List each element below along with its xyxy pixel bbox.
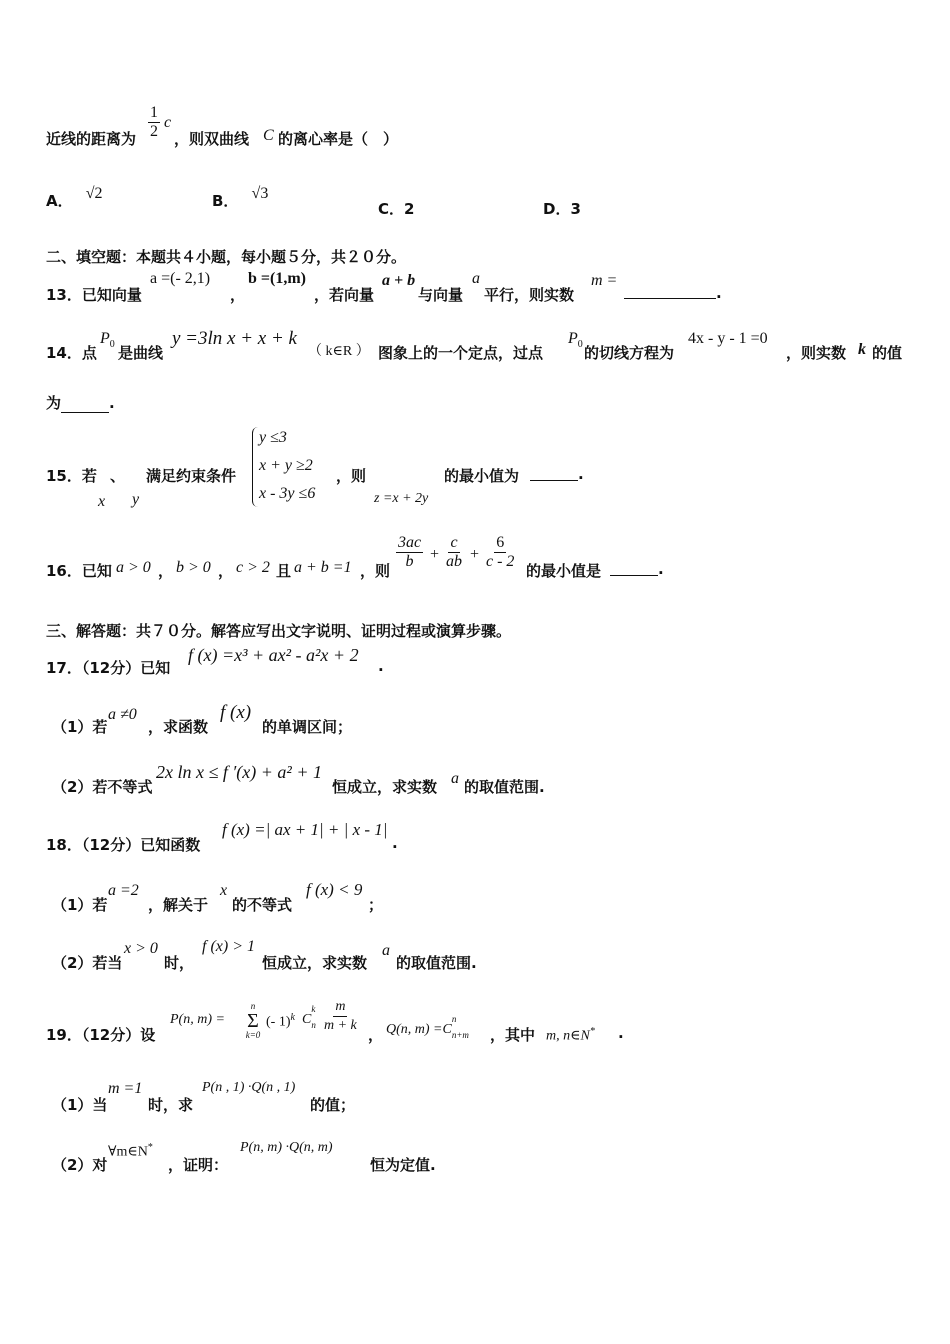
q13-answer-blank[interactable] — [624, 298, 716, 299]
q13-apb: a + b — [382, 272, 416, 289]
intro-fraction: $\frac{1}{2}$ — [150, 104, 158, 140]
q16-frac-3: $\frac{6}{c - 2}$ — [486, 534, 515, 570]
q16-frac-2: $\frac{c}{ab}$ — [446, 534, 462, 570]
q15-z: z =x + 2y — [374, 491, 429, 506]
q15-c1: y ≤3 — [259, 429, 287, 446]
q18-part1: （1）若 a =2 ，解关于 x 的不等式 f (x) < 9 ； — [52, 880, 384, 914]
q15-answer-blank[interactable] — [530, 480, 578, 481]
q15-c3: x - 3y ≤6 — [259, 485, 316, 502]
q14-answer-blank[interactable] — [61, 393, 109, 413]
q19-part2: （2）对 ∀m∈N* ，证明： P(n, m) ·Q(n, m) 恒为定值. — [52, 1140, 436, 1174]
question-17: 17．（12分）已知 f (x) =x³ + ax² - a²x + 2 . — [46, 645, 384, 677]
q16-frac-1: $\frac{3ac}{b}$ — [398, 534, 422, 570]
q14-tangent: 4x - y - 1 =0 — [688, 330, 768, 347]
question-14: 14．点 $P_0$ 是曲线 y =3ln x + x + k （ k∈R ） 图象上的一个定点，过点 $P_0$ 的切线方程为 4x - y - 1 =0 ，则实数 k 的值 — [46, 328, 903, 362]
section2-title: 二、填空题：本题共４小题，每小题５分，共２０分。 — [46, 248, 407, 266]
option-c[interactable]: C．2 — [378, 200, 415, 218]
question-13: 13．已知向量 a =(- 2,1) ， b =(1,m) ，若向量 a + b 与向量 a 平行，则实数 m = . — [46, 270, 722, 304]
q13-a-def: a =(- 2,1) — [150, 270, 211, 287]
q13-m-eq: m = — [591, 272, 618, 289]
q14-line2: 为 . — [46, 394, 115, 412]
option-d-value: 3 — [570, 200, 581, 218]
q19-sum: n Σ k=0 — [245, 1001, 261, 1040]
q17-func: f (x) =x³ + ax² - a²x + 2 — [188, 645, 359, 665]
q13-b-def: b =(1,m) — [248, 270, 306, 287]
q14-curve: y =3ln x + x + k — [172, 328, 297, 349]
q18-func: f (x) =| ax + 1| + | x - 1| — [222, 820, 388, 839]
question-19: 19．（12分）设 P(n, m) = n Σ k=0 (- 1)$^k$ C k n $\frac{m}{m + k}$ ， Q(n, m) =C n n+m ，其中 m, n∈N* . — [46, 999, 624, 1044]
q14-p0b: $P_0$ — [568, 330, 583, 351]
intro-var-c: C — [263, 127, 274, 144]
option-a-value: √2 — [85, 185, 103, 202]
option-b-value: √3 — [251, 185, 269, 202]
q19-part1: （1）当 m =1 时，求 P(n , 1) ·Q(n , 1) 的值； — [52, 1080, 356, 1114]
section3-title: 三、解答题：共７０分。解答应写出文字说明、证明过程或演算步骤。 — [46, 622, 512, 640]
q19-p-def: P(n, m) = — [170, 1012, 225, 1027]
q15-brace — [252, 427, 259, 507]
option-a[interactable]: A． √2 — [46, 185, 103, 210]
q14-p0: $P_0$ — [100, 330, 115, 351]
option-d[interactable]: D．3 — [543, 200, 581, 218]
question-18: 18．（12分）已知函数 f (x) =| ax + 1| + | x - 1| . — [46, 820, 398, 854]
intro-text-c: 的离心率是（ ） — [278, 130, 399, 148]
q19-frac: $\frac{m}{m + k}$ — [324, 999, 357, 1033]
option-c-value: 2 — [404, 200, 415, 218]
q16-answer-blank[interactable] — [610, 575, 658, 576]
q18-part2: （2）若当 x > 0 时， f (x) > 1 恒成立，求实数 a 的取值范围. — [52, 938, 477, 972]
option-b[interactable]: B． √3 — [212, 185, 269, 210]
q15-c2: x + y ≥2 — [259, 457, 313, 474]
q17-ineq: 2x ln x ≤ f ′(x) + a² + 1 — [156, 762, 322, 782]
question-16: 16．已知 a > 0 ， b > 0 ， c > 2 且 a + b =1 ，则 $\frac{3ac}{b}$ + $\frac{c}{ab}$ + $\frac{6}{c - 2}$ 的最小值是 . — [46, 534, 664, 580]
q17-part1: （1）若 a ≠0 ，求函数 f (x) 的单调区间； — [52, 702, 353, 736]
intro-frac-var: c — [164, 114, 172, 131]
question-15: 15．若 x 、 y 满足约束条件 y ≤3 x + y ≥2 x - 3y ≤6 ，则 z =x + 2y 的最小值为 . — [46, 429, 584, 510]
intro-text-a: 近线的距离为 — [46, 130, 137, 148]
intro-text-b: ，则双曲线 — [174, 130, 250, 148]
q17-part2: （2）若不等式 2x ln x ≤ f ′(x) + a² + 1 恒成立，求实数 a 的取值范围. — [52, 762, 545, 796]
q14-cond: （ k∈R ） — [308, 344, 370, 359]
q19-q-def: Q(n, m) =C n n+m — [386, 1014, 469, 1040]
